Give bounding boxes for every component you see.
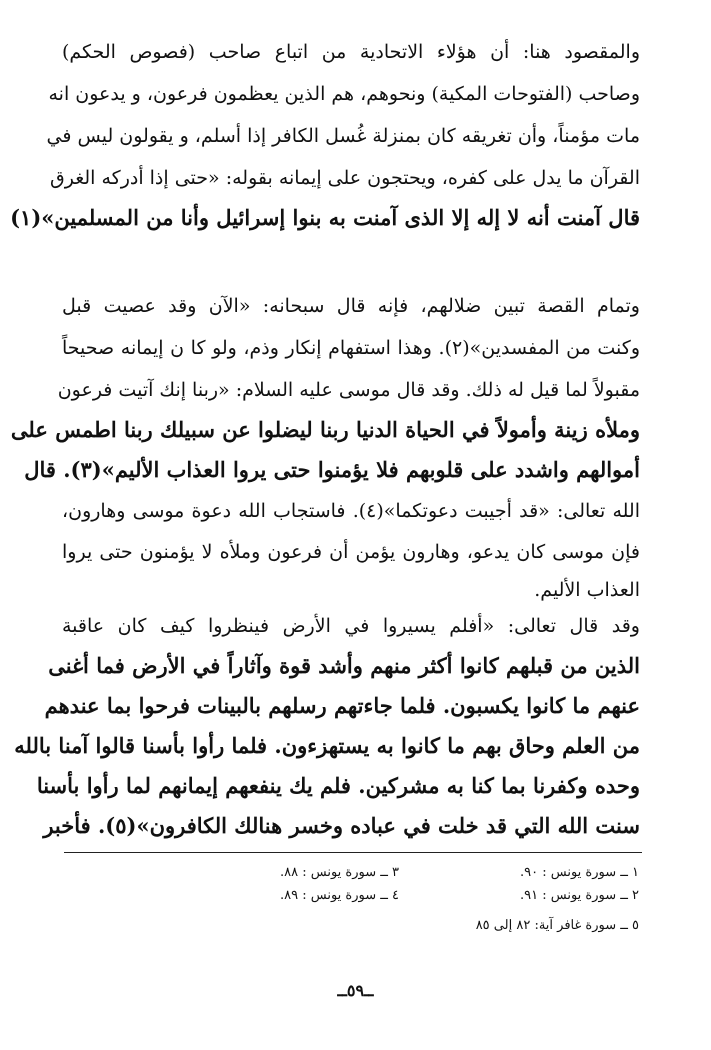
text-line: وتمام القصة تبين ضلالهم، فإنه قال سبحانه: «الآن وقد عصيت قبل [62,295,640,317]
quran-verse-line: قال آمنت أنه لا إله إلا الذى آمنت به بنوا إسرائيل وأنا من المسلمين»(١) [10,205,640,230]
text-line: العذاب الأليم. [534,579,640,601]
text-line: الله تعالى: «قد أجيبت دعوتكما»(٤). فاستجاب الله دعوة موسى وهارون، [62,500,640,522]
footnote: ٢ ــ سورة يونس : ٩١. [520,888,639,903]
text-line: وصاحب (الفتوحات المكية) ونحوهم، هم الذين يعظمون فرعون، و يدعون انه [48,83,640,105]
quran-verse-line: من العلم وحاق بهم ما كانوا به يستهزءون. فلما رأوا بأسنا قالوا آمنا بالله [14,733,640,758]
quran-verse-line: الذين من قبلهم كانوا أكثر منهم وأشد قوة وآثاراً في الأرض فما أغنى [48,653,640,678]
quran-verse-line: عنهم ما كانوا يكسبون. فلما جاءتهم رسلهم بالبينات فرحوا بما عندهم [44,693,640,718]
quran-verse-line: سنت الله التي قد خلت في عباده وخسر هنالك الكافرون»(٥). فأخبر [43,813,640,838]
text-line: وكنت من المفسدين»(٢). وهذا استفهام إنكار وذم، ولو كا ن إيمانه صحيحاً [62,337,640,359]
footnote-divider [64,852,642,853]
text-line: مقبولاً لما قيل له ذلك. وقد قال موسى عليه السلام: «ربنا إنك آتيت فرعون [57,379,640,401]
page-number: ــ٥٩ــ [337,981,374,1000]
text-line: مات مؤمناً، وأن تغريقه كان بمنزلة غُسل الكافر إذا أسلم، و يقولون ليس في [46,125,640,147]
footnote: ٣ ــ سورة يونس : ٨٨. [280,865,399,880]
footnote: ٤ ــ سورة يونس : ٨٩. [280,888,399,903]
text-line: وقد قال تعالى: «أفلم يسيروا في الأرض فينظروا كيف كان عاقبة [62,615,640,637]
quran-verse-line: وحده وكفرنا بما كنا به مشركين. فلم يك ينفعهم إيمانهم لما رأوا بأسنا [36,773,640,798]
footnote: ١ ــ سورة يونس : ٩٠. [520,865,639,880]
quran-verse-line: أموالهم واشدد على قلوبهم فلا يؤمنوا حتى يروا العذاب الأليم»(٣). قال [24,457,640,482]
text-line: والمقصود هنا: أن هؤلاء الاتحادية من اتباع صاحب (فصوص الحكم) [62,41,640,63]
footnote: ٥ ــ سورة غافر آية: ٨٢ إلى ٨٥ [475,918,639,933]
text-line: القرآن ما يدل على كفره، ويحتجون على إيمانه بقوله: «حتى إذا أدركه الغرق [49,167,640,189]
quran-verse-line: وملأه زينة وأمولاً في الحياة الدنيا ربنا ليضلوا عن سبيلك ربنا اطمس على [10,417,640,442]
text-line: فإن موسى كان يدعو، وهارون يؤمن أن فرعون وملأه لا يؤمنون حتى يروا [62,541,640,563]
